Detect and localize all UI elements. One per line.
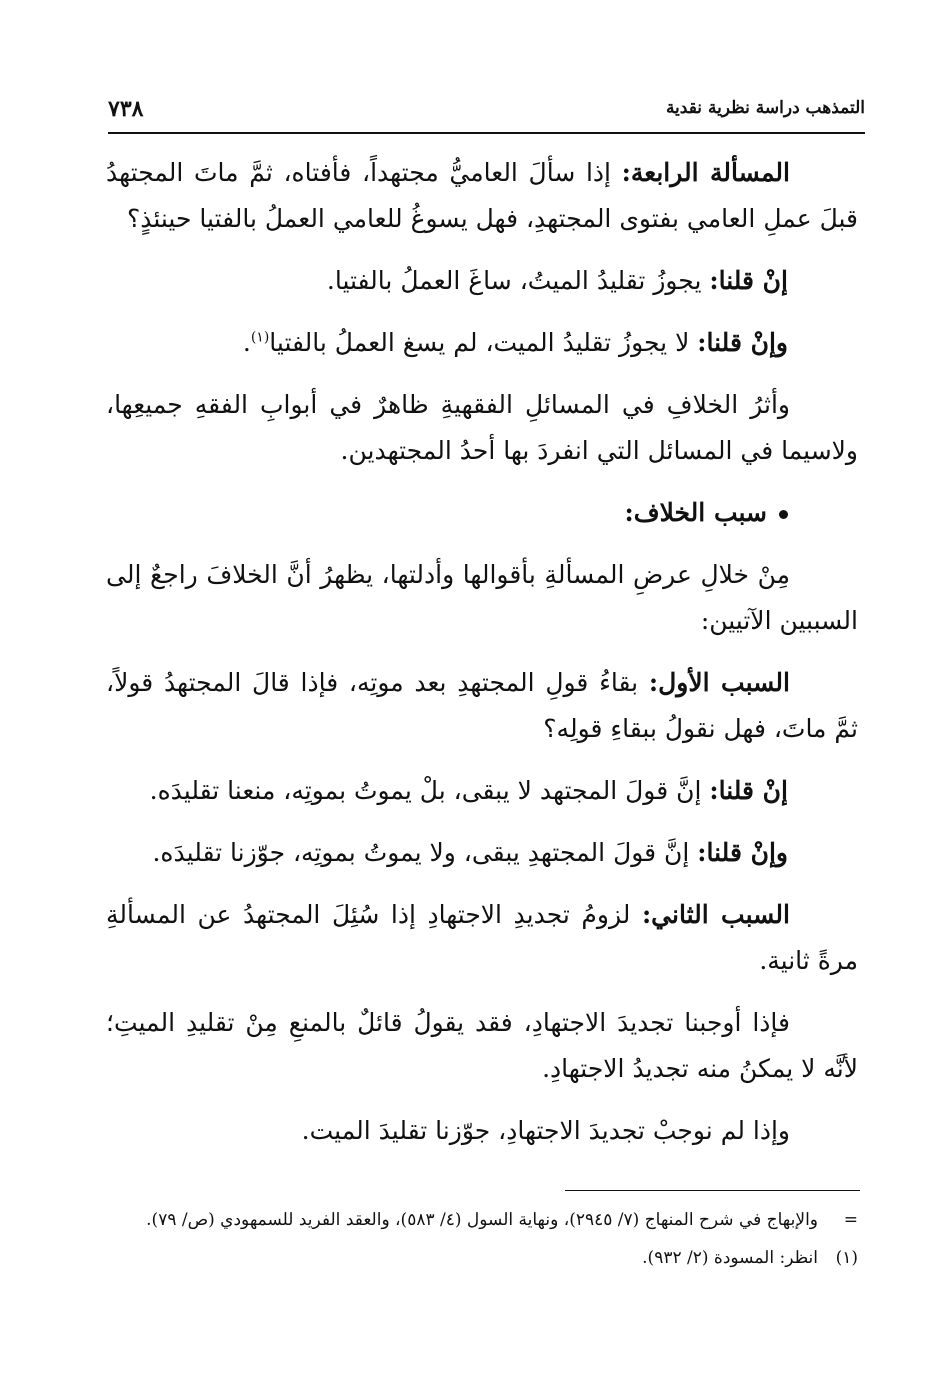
issue-label: المسألة الرابعة: — [621, 158, 790, 187]
footnote-continuation-text: والإبهاج في شرح المنهاج (٧/ ٢٩٤٥)، ونهاية السول (٤/ ٥٨٣)، والعقد الفريد للسمهودي (ص/ ٧٩). — [146, 1210, 818, 1230]
cause-text: بقاءُ قولِ المجتهدِ بعد موتِه، فإذا قالَ المجتهدُ قولاً، ثمَّ ماتَ، فهل نقولُ ببقاءِ قولِه؟ — [106, 668, 858, 743]
main-text — [106, 150, 858, 1170]
case-text: إنَّ قولَ المجتهد لا يبقى، بلْ يموتُ بموتِه، منعنا تقليدَه. — [149, 776, 710, 805]
footnote-continuation-mark: = — [843, 1210, 858, 1230]
case-text: إنَّ قولَ المجتهدِ يبقى، ولا يموتُ بموتِه، جوّزنا تقليدَه. — [152, 838, 698, 867]
paragraph-case-forbidden — [106, 320, 858, 366]
paragraph-cause-two — [106, 892, 858, 984]
page-header — [108, 96, 865, 134]
issue-text: إذا سألَ العاميُّ مجتهداً، فأفتاه، ثمَّ ماتَ المجتهدُ قبلَ عملِ العامي بفتوى المجتهدِ، فهل يسوغُ للعامي العملُ بالفتيا حينئذٍ؟ — [106, 158, 858, 233]
case-label: إنْ قلنا: — [709, 776, 788, 805]
footnote-1 — [106, 1243, 858, 1273]
paragraph-renewal-required: فإذا أوجبنا تجديدَ الاجتهادِ، فقد يقولُ قائلٌ بالمنعِ مِنْ تقليدِ الميتِ؛ لأنَّه لا يمكنُ منه تجديدُ الاجتهادِ. — [106, 1008, 858, 1083]
case-end: . — [242, 328, 251, 357]
section-heading — [106, 490, 858, 536]
case-text: لا يجوزُ تقليدُ الميت، لم يسغ العملُ بالفتيا — [269, 328, 698, 357]
footnote-divider — [565, 1190, 860, 1191]
cause-label: السبب الثاني: — [641, 900, 790, 929]
paragraph-cause-one — [106, 660, 858, 752]
section-heading-text: سبب الخلاف: — [624, 498, 767, 527]
footnote-1-text: انظر: المسودة (٢/ ٩٣٢). — [642, 1248, 818, 1268]
case-label: إنْ قلنا: — [709, 266, 788, 295]
paragraph-effect: وأثرُ الخلافِ في المسائلِ الفقهيةِ ظاهرٌ في أبوابِ الفقهِ جميعِها، ولاسيما في المسائل التي انفردَ بها أحدُ المجتهدين. — [106, 390, 858, 465]
case-text: يجوزُ تقليدُ الميتُ، ساغَ العملُ بالفتيا. — [326, 266, 710, 295]
cause-label: السبب الأول: — [648, 668, 790, 697]
running-title: التمذهب دراسة نظرية نقدية — [665, 98, 865, 118]
paragraph-case-not-remain — [106, 768, 858, 814]
paragraph-case-remain — [106, 830, 858, 876]
bullet-icon — [779, 510, 788, 519]
paragraph-renewal-not-required: وإذا لم نوجبْ تجديدَ الاجتهادِ، جوّزنا تقليدَ الميت. — [301, 1116, 790, 1145]
case-label: وإنْ قلنا: — [697, 838, 788, 867]
cause-text: لزومُ تجديدِ الاجتهادِ إذا سُئِلَ المجتهدُ عن المسألةِ مرةً ثانية. — [106, 900, 858, 975]
paragraph-case-permitted — [106, 258, 858, 304]
case-label: وإنْ قلنا: — [697, 328, 788, 357]
footnote-reference[interactable]: (١) — [250, 329, 270, 346]
footnote-continuation — [106, 1205, 858, 1235]
page-number: ٧٣٨ — [108, 96, 144, 122]
footnotes — [106, 1205, 858, 1281]
paragraph-issue-four — [106, 150, 858, 242]
paragraph-intro-causes: مِنْ خلالِ عرضِ المسألةِ بأقوالها وأدلتها، يظهرُ أنَّ الخلافَ راجعٌ إلى السببين الآتيين: — [106, 560, 858, 635]
footnote-1-mark: (١) — [835, 1248, 858, 1268]
